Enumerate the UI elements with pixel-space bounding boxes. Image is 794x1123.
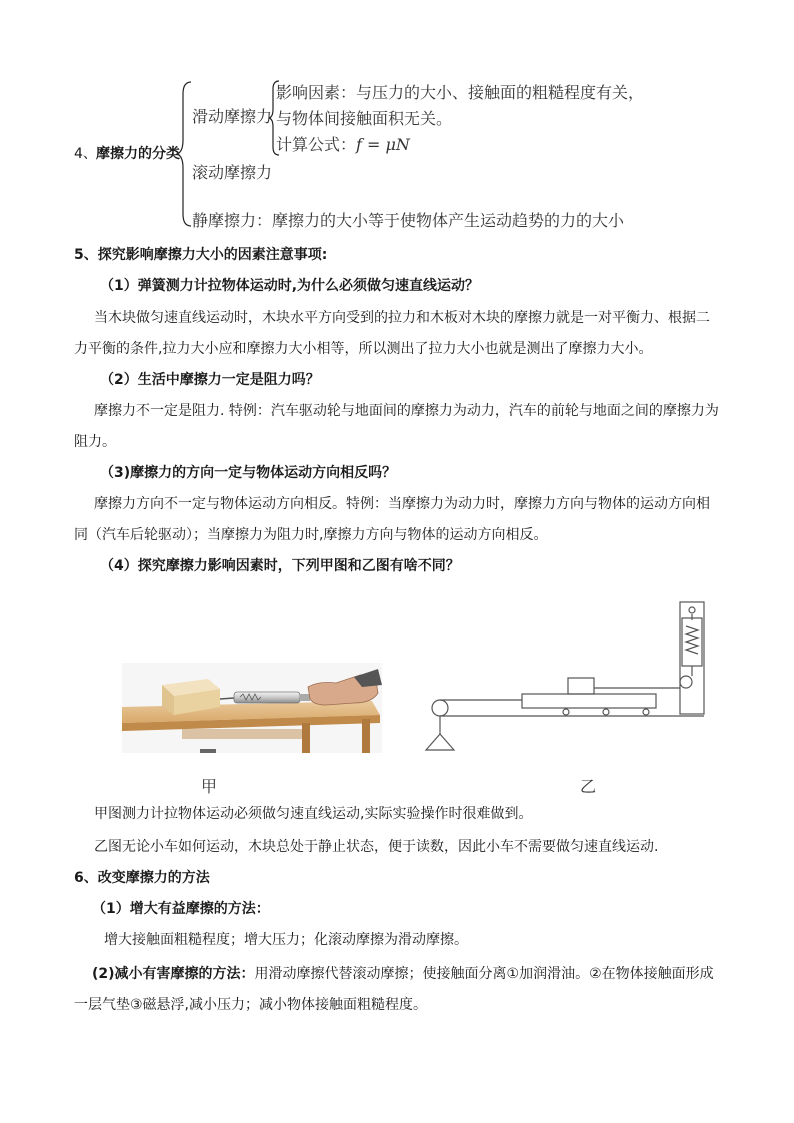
question-4: （4）探究摩擦力影响因素时，下列甲图和乙图有啥不同？ (100, 558, 460, 574)
figure-jia-illustration (122, 663, 382, 753)
question-3: （3)摩擦力的方向一定与物体运动方向相反吗？ (100, 465, 397, 481)
section6-answer-1: 增大接触面粗糙程度；增大压力；化滚动摩擦为滑动摩擦。 (104, 932, 468, 948)
section6-title: 6、改变摩擦力的方法 (74, 870, 210, 886)
section6-question-1: （1）增大有益摩擦的方法： (92, 901, 270, 917)
section4-number: 4、 (74, 146, 97, 162)
formula-prefix: 计算公式： (276, 135, 357, 154)
answer-4-line-2: 乙图无论小车如何运动，木块总处于静止状态，便于读数，因此小车不需要做匀速直线运动. (94, 839, 659, 855)
formula: f = μN (356, 135, 410, 154)
factors-line: 影响因素：与压力的大小、接触面的粗糙程度有关， (276, 83, 645, 102)
answer-1-line-2: 力平衡的条件,拉力大小应和摩擦力大小相等，所以测出了拉力大小也就是测出了摩擦力大小。 (74, 341, 653, 357)
rolling-friction-label: 滚动摩擦力 (192, 163, 273, 182)
formula-line (276, 132, 410, 155)
answer-2-line-2: 阻力。 (74, 434, 116, 450)
answer-4-line-1: 甲图测力计拉物体运动必须做匀速直线运动,实际实验操作时很难做到。 (94, 806, 533, 822)
section4-title: 摩擦力的分类 (96, 146, 180, 162)
answer-2-line-1: 摩擦力不一定是阻力. 特例：汽车驱动轮与地面间的摩擦力为动力，汽车的前轮与地面之间的摩擦力为 (94, 403, 719, 419)
figure-jia-label: 甲 (201, 777, 218, 796)
contact-area-line: 与物体间接触面积无关。 (276, 109, 453, 128)
question-2: （2）生活中摩擦力一定是阻力吗？ (100, 372, 320, 388)
answer-3-line-1: 摩擦力方向不一定与物体运动方向相反。特例：当摩擦力为动力时，摩擦力方向与物体的运动方向相 (94, 496, 710, 512)
section6-question-2 (92, 959, 742, 990)
section6-answer-2-line-2: 一层气垫③磁悬浮,减小压力；减小物体接触面粗糙程度。 (74, 997, 427, 1013)
answer-3-line-2: 同（汽车后轮驱动）；当摩擦力为阻力时,摩擦力方向与物体的运动方向相反。 (74, 527, 548, 543)
figure-yi-diagram (420, 600, 720, 760)
question-1: （1）弹簧测力计拉物体运动时,为什么必须做匀速直线运动？ (100, 278, 480, 294)
answer-1-line-1: 当木块做匀速直线运动时，木块水平方向受到的拉力和木板对木块的摩擦力就是一对平衡力、根据二 (94, 310, 710, 326)
section5-title: 5、探究影响摩擦力大小的因素注意事项: (74, 247, 328, 263)
figure-yi-label: 乙 (580, 777, 597, 796)
sliding-friction-label: 滑动摩擦力 (192, 107, 273, 126)
section6-question-2-heading: (2)减小有害摩擦的方法： (92, 966, 255, 982)
section6-question-2-text: 用滑动摩擦代替滚动摩擦；使接触面分离①加润滑油。②在物体接触面形成 (254, 966, 714, 982)
static-friction-line: 静摩擦力：摩擦力的大小等于使物体产生运动趋势的力的大小 (192, 211, 625, 230)
